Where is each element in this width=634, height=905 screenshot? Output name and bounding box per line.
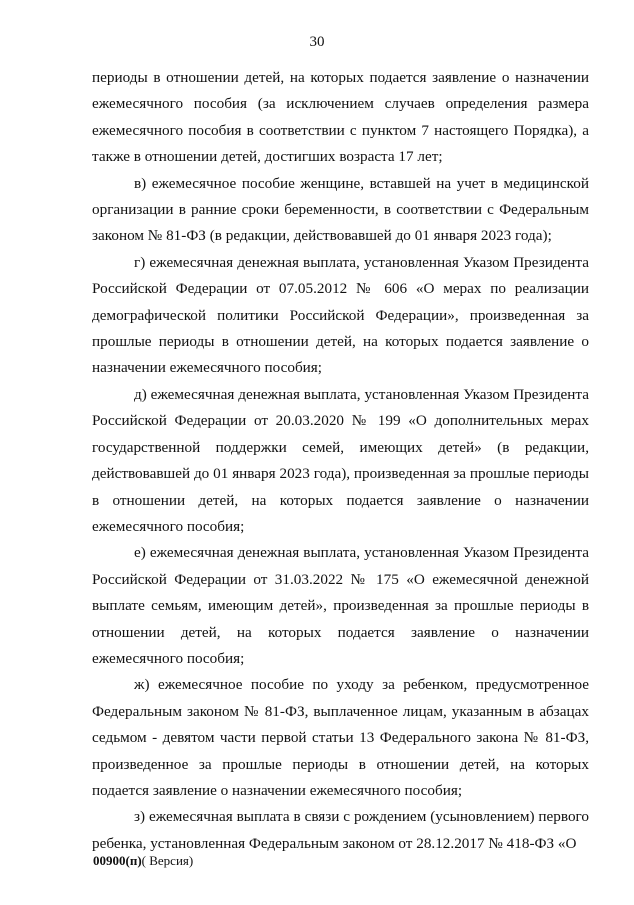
document-body — [92, 65, 589, 857]
paragraph-item-d: д) ежемесячная денежная выплата, установленная Указом Президента Российской Федерации от 20.03.2020 № 199 «О дополнительных мерах государственной поддержки семей, имеющих детей» (в редакции, действовавшей до 01 января 2023 года), произведенная за прошлые периоды в отношении детей, на которых подается заявление о назначении ежемесячного пособия; — [92, 385, 589, 535]
paragraph-item-v: в) ежемесячное пособие женщине, вставшей на учет в медицинской организации в ранние сроки беременности, в соответствии с Федеральным законом № 81-ФЗ (в редакции, действовавшей до 01 января 2023 года); — [92, 174, 589, 245]
paragraph-item-zh: ж) ежемесячное пособие по уходу за ребенком, предусмотренное Федеральным законом № 81-ФЗ, выплаченное лицам, указанным в абзацах седьмом - девятом части первой статьи 13 Федерального закона № 81-ФЗ, произведенное за прошлые периоды в отношении детей, на которых подается заявление о назначении ежемесячного пособия; — [92, 676, 589, 799]
paragraph-item-z: з) ежемесячная выплата в связи с рождением (усыновлением) первого ребенка, установленная Федеральным законом от 28.12.2017 № 418-ФЗ «О — [92, 808, 589, 852]
footer-version-label: ( Версия) — [141, 853, 194, 868]
paragraph-item-e: е) ежемесячная денежная выплата, установленная Указом Президента Российской Федерации от 31.03.2022 № 175 «О ежемесячной денежной выплате семьям, имеющим детей», произведенная за прошлые периоды в отношении детей, на которых подается заявление о назначении ежемесячного пособия; — [92, 544, 589, 667]
paragraph-continuation: периоды в отношении детей, на которых подается заявление о назначении ежемесячного пособия (за исключением случаев определения размера ежемесячного пособия в соответствии с пунктом 7 настоящего Порядка), а также в отношении детей, достигших возраста 17 лет; — [92, 69, 589, 166]
document-footer — [93, 853, 193, 869]
paragraph-item-g: г) ежемесячная денежная выплата, установленная Указом Президента Российской Федерации от 07.05.2012 № 606 «О мерах по реализации демографической политики Российской Федерации», произведенная за прошлые периоды в отношении детей, на которых подается заявление о назначении ежемесячного пособия; — [92, 253, 589, 377]
page-number: 30 — [309, 34, 325, 50]
footer-document-code: 00900(п) — [93, 853, 142, 868]
